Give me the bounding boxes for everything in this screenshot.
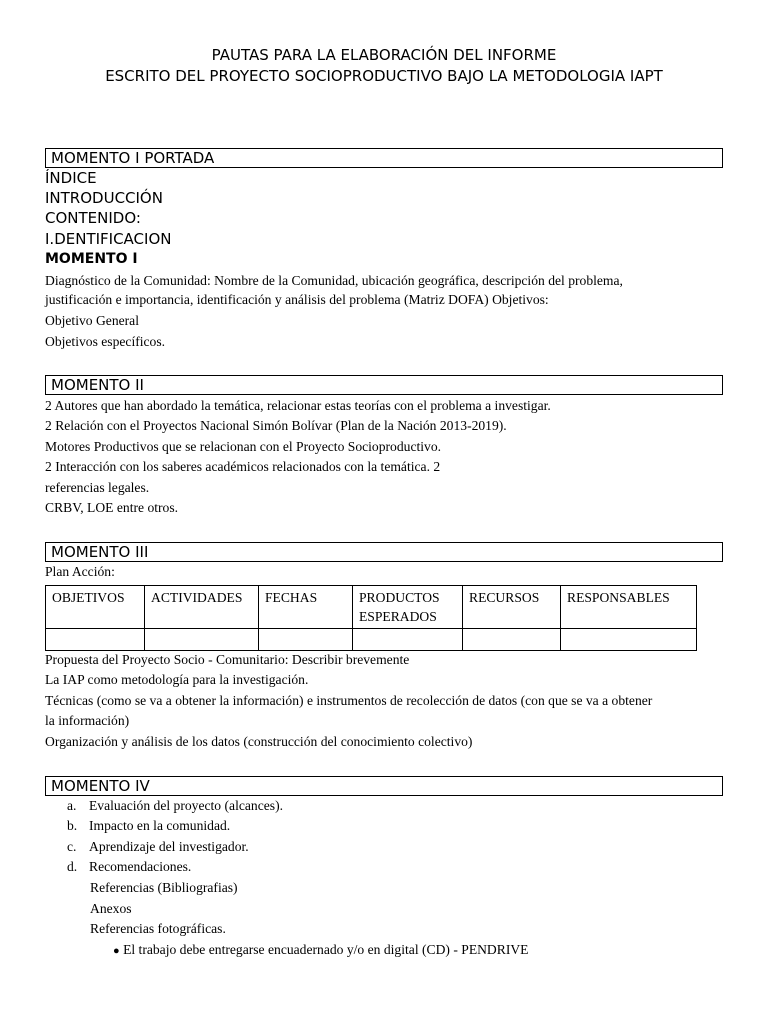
table-header-cell: ACTIVIDADES bbox=[145, 586, 259, 629]
list-item-text: Aprendizaje del investigador. bbox=[89, 839, 249, 854]
list-item bbox=[67, 818, 230, 834]
contenido-heading: CONTENIDO: bbox=[45, 209, 141, 227]
diagnostico-line-2: justificación e importancia, identificación y análisis del problema (Matriz DOFA) Objetivos: bbox=[45, 292, 549, 307]
momento-3-line: Propuesta del Proyecto Socio - Comunitario: Describir brevemente bbox=[45, 652, 410, 667]
table-cell bbox=[46, 629, 145, 651]
plan-accion-table bbox=[45, 585, 697, 651]
momento-1-heading: MOMENTO I PORTADA bbox=[45, 148, 723, 168]
objetivos-especificos: Objetivos específicos. bbox=[45, 334, 166, 349]
momento-1-subheading: MOMENTO I bbox=[45, 251, 138, 267]
table-cell bbox=[145, 629, 259, 651]
list-item bbox=[67, 798, 283, 814]
document-title-line-1: PAUTAS PARA LA ELABORACIÓN DEL INFORME bbox=[211, 46, 557, 64]
momento-2-line: 2 Interacción con los saberes académicos relacionados con la temática. 2 bbox=[45, 459, 441, 474]
identificacion-heading: I.DENTIFICACION bbox=[45, 230, 172, 248]
momento-3-heading: MOMENTO III bbox=[45, 542, 723, 562]
table-header-row bbox=[46, 586, 697, 629]
table-header-cell: FECHAS bbox=[259, 586, 353, 629]
momento-4-heading: MOMENTO IV bbox=[45, 776, 723, 796]
table-header-cell: PRODUCTOS ESPERADOS bbox=[353, 586, 463, 629]
bullet-icon: ● bbox=[113, 945, 120, 957]
table-cell bbox=[259, 629, 353, 651]
table-header-cell: RECURSOS bbox=[463, 586, 561, 629]
referencias-bibliografias: Referencias (Bibliografias) bbox=[90, 880, 238, 895]
momento-2-line: 2 Autores que han abordado la temática, relacionar estas teorías con el problema a investigar. bbox=[45, 398, 551, 413]
plan-accion-label: Plan Acción: bbox=[45, 564, 115, 579]
introduccion-heading: INTRODUCCIÓN bbox=[45, 189, 163, 207]
momento-2-line: Motores Productivos que se relacionan con el Proyecto Socioproductivo. bbox=[45, 439, 442, 454]
referencias-fotograficas: Referencias fotográficas. bbox=[90, 921, 226, 936]
list-marker: b. bbox=[67, 818, 78, 833]
list-marker: a. bbox=[67, 798, 77, 813]
list-marker: d. bbox=[67, 859, 78, 874]
list-marker: c. bbox=[67, 839, 77, 854]
diagnostico-line-1: Diagnóstico de la Comunidad: Nombre de la Comunidad, ubicación geográfica, descripción del problema, bbox=[45, 273, 623, 288]
table-header-cell: RESPONSABLES bbox=[561, 586, 697, 629]
anexos: Anexos bbox=[90, 901, 132, 916]
list-item-text: Evaluación del proyecto (alcances). bbox=[89, 798, 283, 813]
table-row bbox=[46, 629, 697, 651]
table-cell bbox=[463, 629, 561, 651]
momento-2-line: referencias legales. bbox=[45, 480, 150, 495]
document-title-line-2: ESCRITO DEL PROYECTO SOCIOPRODUCTIVO BAJO LA METODOLOGIA IAPT bbox=[105, 67, 663, 85]
momento-3-line: Organización y análisis de los datos (construcción del conocimiento colectivo) bbox=[45, 734, 473, 749]
table-cell bbox=[353, 629, 463, 651]
momento-2-heading: MOMENTO II bbox=[45, 375, 723, 395]
list-item-text: Recomendaciones. bbox=[89, 859, 192, 874]
momento-2-line: CRBV, LOE entre otros. bbox=[45, 500, 179, 515]
list-item bbox=[67, 859, 191, 875]
momento-2-line: 2 Relación con el Proyectos Nacional Simón Bolívar (Plan de la Nación 2013-2019). bbox=[45, 418, 507, 433]
indice-heading: ÍNDICE bbox=[45, 169, 97, 187]
momento-3-line: La IAP como metodología para la investigación. bbox=[45, 672, 309, 687]
objetivo-general: Objetivo General bbox=[45, 313, 139, 328]
bullet-item bbox=[113, 942, 528, 958]
momento-3-line: la información) bbox=[45, 713, 130, 728]
bullet-item-text: El trabajo debe entregarse encuadernado y/o en digital (CD) - PENDRIVE bbox=[123, 942, 529, 957]
table-header-cell: OBJETIVOS bbox=[46, 586, 145, 629]
table-cell bbox=[561, 629, 697, 651]
list-item bbox=[67, 839, 249, 855]
momento-3-line: Técnicas (como se va a obtener la información) e instrumentos de recolección de datos (con que se va a obtener bbox=[45, 693, 653, 708]
list-item-text: Impacto en la comunidad. bbox=[89, 818, 231, 833]
